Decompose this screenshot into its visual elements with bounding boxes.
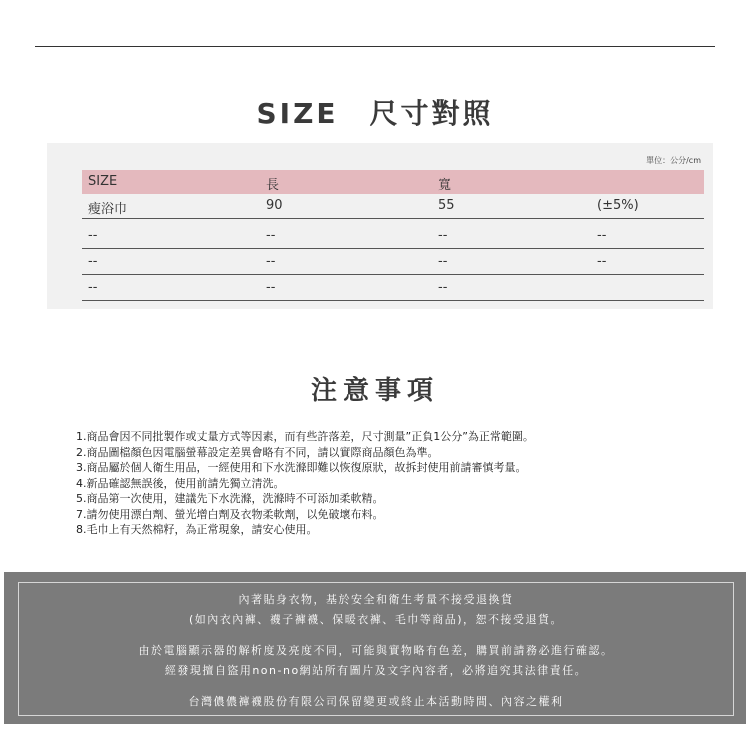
list-item: 1.商品會因不同批製作或丈量方式等因素，而有些許落差，尺寸測量”正負1公分”為正常範圍。 [76,430,534,443]
table-row [82,276,704,301]
header-cell-width: 寬 [438,178,452,193]
table-cell: -- [88,228,98,243]
table-row [82,224,704,249]
footer-return-examples: (如內衣內褲、襪子褲襪、保暖衣褲、毛巾等商品)，恕不接受退貨。 [188,613,564,626]
list-item: 5.商品第一次使用，建議先下水洗滌，洗滌時不可添加柔軟精。 [76,492,384,505]
table-cell: -- [438,228,448,243]
table-cell: -- [438,280,448,295]
list-item: 4.新品確認無誤後，使用前請先獨立清洗。 [76,476,285,490]
table-header-row [82,170,704,194]
size-table [47,143,713,309]
footer-frame [18,582,734,716]
header-cell-length: 長 [266,178,280,193]
table-cell: -- [88,280,98,295]
notice-title: 注意事項 [310,376,439,406]
table-cell: -- [88,254,98,269]
list-item: 8.毛巾上有天然棉籽，為正常現象，請安心使用。 [76,523,318,536]
footer-company-rights: 台灣儂儂褲襪股份有限公司保留變更或終止本活動時間、內容之權利 [188,695,564,708]
size-chart-title: SIZE 尺寸對照 [256,97,494,130]
table-cell: -- [597,228,607,243]
notice-list [76,429,696,538]
list-item: 3.商品屬於個人衛生用品，一經使用和下水洗滌即難以恢復原狀，故拆封使用前請審慎考量。 [76,461,527,474]
footer-color-notice: 由於電腦顯示器的解析度及亮度不同，可能與實物略有色差，購買前請務必進行確認。 [138,644,614,657]
list-item: 7.請勿使用漂白劑、螢光增白劑及衣物柔軟劑，以免破壞布料。 [76,507,384,521]
table-cell: -- [266,280,276,295]
top-divider [35,46,715,47]
table-cell: (±5%) [597,198,639,213]
unit-label: 單位：公分/cm [646,156,701,165]
footer-disclaimer [4,572,746,724]
table-cell: 瘦浴巾 [88,202,128,217]
table-cell: -- [266,228,276,243]
table-cell: 55 [438,198,455,213]
table-cell: -- [438,254,448,269]
footer-copyright-notice: 經發現擅自盜用non-no網站所有圖片及文字內容者，必將追究其法律責任。 [164,664,588,677]
header-cell-size: SIZE [88,174,118,189]
table-cell: -- [597,254,607,269]
table-row [82,250,704,275]
table-cell: 90 [266,198,283,213]
table-row [82,194,704,219]
table-cell: -- [266,254,276,269]
footer-return-policy: 內著貼身衣物，基於安全和衛生考量不接受退換貨 [238,593,514,606]
list-item: 2.商品圖檔顏色因電腦螢幕設定差異會略有不同，請以實際商品顏色為準。 [76,445,439,459]
